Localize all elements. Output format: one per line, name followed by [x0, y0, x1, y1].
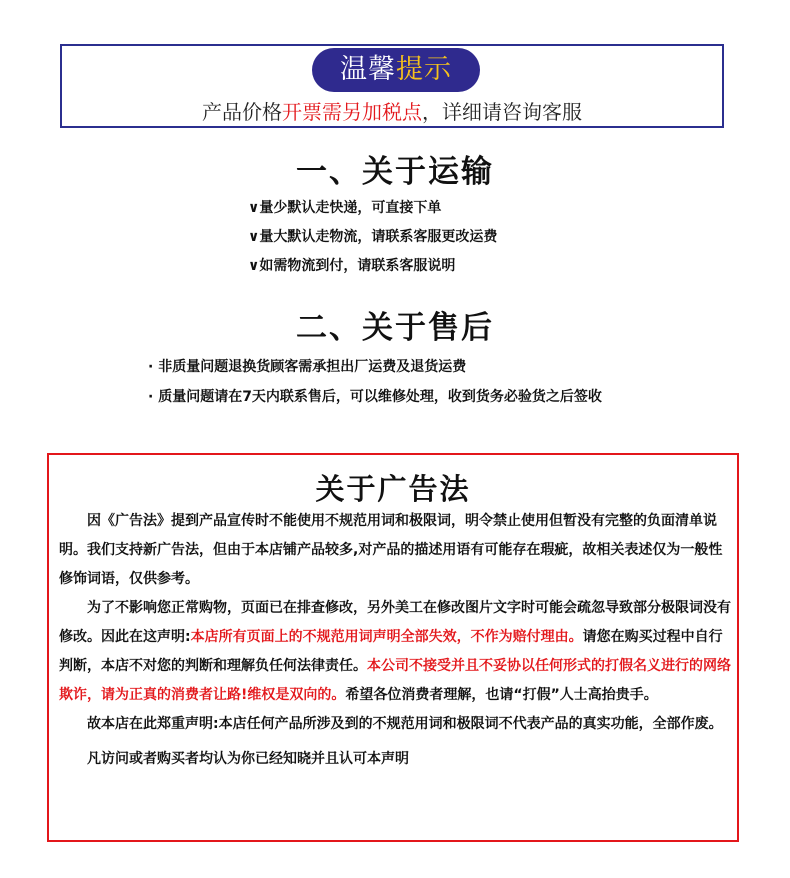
notice-text-pre: 产品价格	[202, 100, 282, 124]
ad-law-paragraph: 因《广告法》提到产品宣传时不能使用不规范用词和极限词，明令禁止使用但暂没有完整的负面清单说明。我们支持新广告法，但由于本店铺产品较多,对产品的描述用语有可能存在瑕疵，故相关表述仅为一般性修饰词语，仅供参考。	[59, 513, 723, 587]
shipping-item: ∨量少默认走快递，可直接下单	[248, 200, 442, 216]
ad-law-text: 希望各位消费者理解，也请“打假”人士高抬贵手。	[345, 687, 658, 703]
shipping-heading: 一、关于运输	[296, 154, 494, 190]
notice-text-highlight: 开票需另加税点	[282, 100, 422, 124]
ad-law-paragraph: 故本店在此郑重声明:本店任何产品所涉及到的不规范用词和极限词不代表产品的真实功能，全部作废。	[87, 716, 723, 732]
notice-box	[60, 44, 724, 128]
ad-law-red-text: 本公司不接受并且不妥协以任何形式的打假名义进行的网络欺诈，请为正真的消费者让路!维权是双向的。	[59, 658, 731, 703]
ad-law-text: 为了不影响您正常购物，页面已在排查修改，另外美工在修改图片文字时可能会疏忽导致部分极限词没有修改。因此在这声明:	[59, 600, 731, 645]
ad-law-text: 请您在购买过程中自行判断，本店不对您的判断和理解负任何法律责任。	[59, 629, 723, 674]
ad-law-red-text: 本店所有页面上的不规范用词声明全部失效，不作为赔付理由。	[190, 629, 583, 645]
shipping-item: ∨如需物流到付，请联系客服说明	[248, 258, 456, 274]
shipping-item: ∨量大默认走物流，请联系客服更改运费	[248, 229, 498, 245]
notice-text-post: ，详细请咨询客服	[422, 100, 582, 124]
aftersale-heading: 二、关于售后	[296, 310, 494, 346]
shipping-list	[248, 198, 497, 285]
aftersale-item: · 质量问题请在7天内联系售后，可以维修处理，收到货务必验货之后签收	[148, 389, 602, 405]
notice-badge	[312, 48, 480, 92]
aftersale-item: · 非质量问题退换货顾客需承担出厂运费及退货运费	[148, 359, 467, 375]
notice-text	[62, 96, 722, 125]
ad-law-paragraph	[59, 594, 731, 710]
aftersale-list	[148, 357, 602, 417]
ad-law-body	[59, 507, 731, 774]
ad-law-title: 关于广告法	[315, 472, 471, 506]
ad-law-box	[47, 453, 739, 842]
notice-badge-yellow-text: 提示	[396, 54, 452, 85]
ad-law-paragraph: 凡访问或者购买者均认为你已经知晓并且认可本声明	[87, 751, 409, 767]
notice-badge-white-text: 温馨	[340, 54, 396, 85]
